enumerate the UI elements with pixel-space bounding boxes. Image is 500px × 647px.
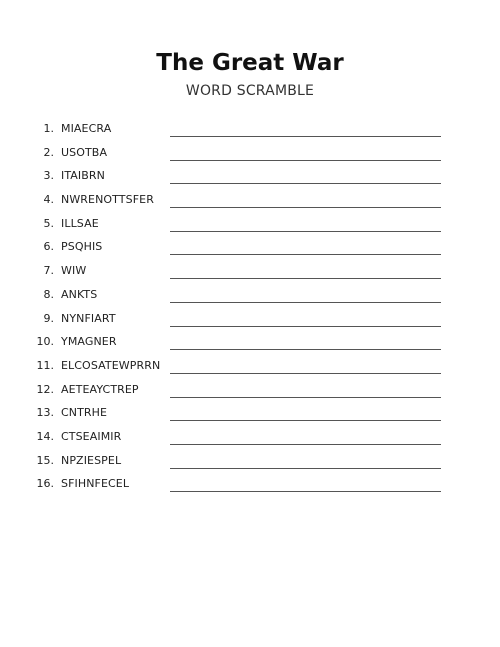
answer-line[interactable] <box>170 160 441 161</box>
item-number: 8. <box>43 287 54 301</box>
answer-line[interactable] <box>170 278 441 279</box>
scrambled-word: NYNFIART <box>61 311 116 325</box>
scrambled-word: PSQHIS <box>61 240 103 254</box>
item-number: 2. <box>43 145 54 159</box>
scrambled-word: AETEAYCTREP <box>61 382 139 396</box>
answer-line[interactable] <box>170 373 441 374</box>
answer-line[interactable] <box>170 326 441 327</box>
scramble-item <box>0 142 500 166</box>
scrambled-word: ANKTS <box>61 287 98 301</box>
answer-line[interactable] <box>170 397 441 398</box>
item-number: 16. <box>36 477 54 491</box>
scrambled-word: MIAECRA <box>61 122 112 135</box>
scramble-item <box>0 402 500 426</box>
scrambled-word: CNTRHE <box>61 406 108 420</box>
item-number: 6. <box>43 240 54 254</box>
item-number: 11. <box>36 358 54 372</box>
item-number: 5. <box>43 216 54 230</box>
scrambled-word: NPZIESPEL <box>61 453 122 467</box>
scramble-item <box>0 473 500 497</box>
scrambled-word: WIW <box>61 264 87 278</box>
scrambled-word: YMAGNER <box>61 335 117 349</box>
scrambled-word: ILLSAE <box>61 216 99 230</box>
scramble-item <box>0 213 500 237</box>
answer-line[interactable] <box>170 302 441 303</box>
answer-line[interactable] <box>170 183 441 184</box>
scrambled-word: NWRENOTTSFER <box>61 193 154 207</box>
scrambled-word: SFIHNFECEL <box>61 477 130 491</box>
answer-line[interactable] <box>170 444 441 445</box>
scramble-item <box>0 236 500 260</box>
scramble-item <box>0 450 500 474</box>
item-number: 15. <box>36 453 54 467</box>
scramble-item <box>0 189 500 213</box>
answer-line[interactable] <box>170 136 441 137</box>
scramble-item <box>0 165 500 189</box>
scrambled-word: USOTBA <box>61 145 108 159</box>
answer-line[interactable] <box>170 349 441 350</box>
answer-line[interactable] <box>170 207 441 208</box>
answer-line[interactable] <box>170 420 441 421</box>
scramble-item <box>0 118 500 142</box>
scramble-item <box>0 379 500 403</box>
answer-line[interactable] <box>170 491 441 492</box>
scrambled-word: CTSEAIMIR <box>61 429 122 443</box>
item-number: 14. <box>36 429 54 443</box>
scramble-item <box>0 355 500 379</box>
item-number: 7. <box>43 264 54 278</box>
scrambled-word: ELCOSATEWPRRN <box>61 358 161 372</box>
answer-line[interactable] <box>170 468 441 469</box>
item-number: 9. <box>43 311 54 325</box>
item-number: 10. <box>36 335 54 349</box>
page-title: The Great War <box>156 50 344 76</box>
page-subtitle: WORD SCRAMBLE <box>185 83 315 99</box>
scramble-item <box>0 426 500 450</box>
answer-line[interactable] <box>170 231 441 232</box>
scramble-item <box>0 260 500 284</box>
answer-line[interactable] <box>170 254 441 255</box>
item-number: 4. <box>43 193 54 207</box>
scrambled-word: ITAIBRN <box>61 169 105 183</box>
scramble-list <box>0 118 500 497</box>
scramble-item <box>0 308 500 332</box>
item-number: 13. <box>36 406 54 420</box>
scramble-item <box>0 331 500 355</box>
item-number: 3. <box>43 169 54 183</box>
item-number: 1. <box>43 122 54 135</box>
item-number: 12. <box>36 382 54 396</box>
scramble-item <box>0 284 500 308</box>
